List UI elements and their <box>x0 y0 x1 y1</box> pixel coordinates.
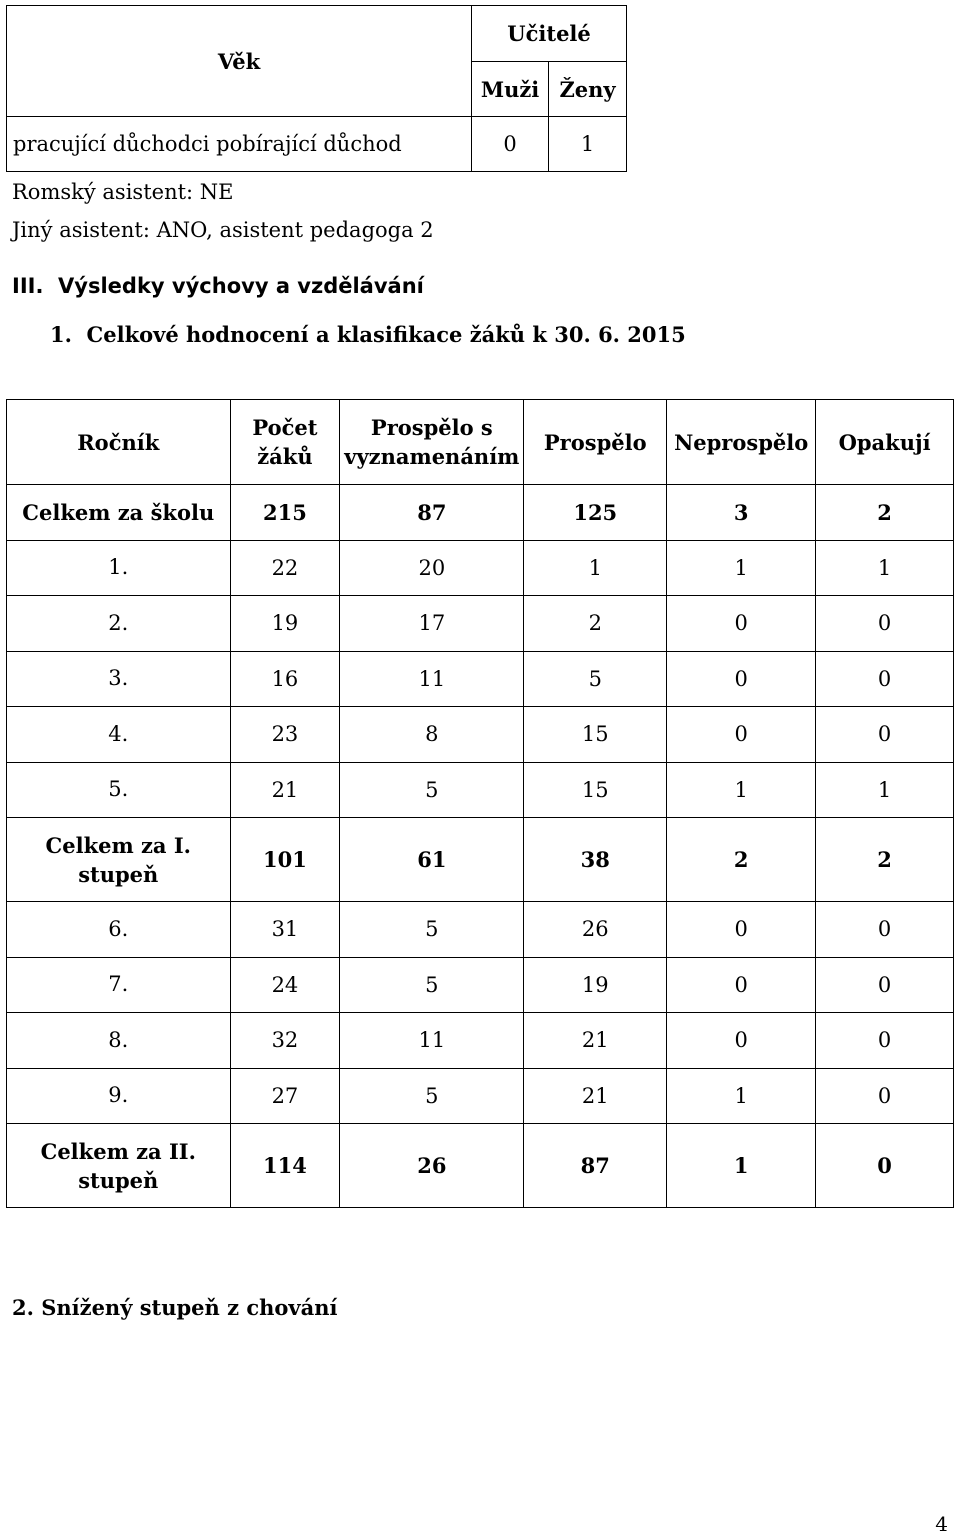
row-label-line1: 3. <box>108 666 129 691</box>
cell-count: 31 <box>230 902 340 958</box>
cell-count: 19 <box>230 596 340 652</box>
retired-label: pracující důchodci pobírající důchod <box>7 117 472 172</box>
count-header-line1: Počet <box>252 415 318 440</box>
row-label <box>7 1068 231 1124</box>
table-row <box>7 540 954 596</box>
table-row <box>7 707 954 763</box>
cell-count: 215 <box>230 485 340 541</box>
cell-failed: 0 <box>667 902 816 958</box>
row-label <box>7 818 231 902</box>
cell-honors: 5 <box>340 1068 524 1124</box>
cell-repeat: 0 <box>816 1068 954 1124</box>
cell-repeat: 0 <box>816 651 954 707</box>
row-label <box>7 485 231 541</box>
cell-failed: 0 <box>667 1013 816 1069</box>
cell-failed: 0 <box>667 651 816 707</box>
cell-honors: 61 <box>340 818 524 902</box>
page-number: 4 <box>935 1512 948 1536</box>
row-label-line1: 8. <box>108 1027 129 1052</box>
table-row <box>7 1068 954 1124</box>
cell-repeat: 2 <box>816 818 954 902</box>
cell-passed: 19 <box>524 957 667 1013</box>
row-label <box>7 651 231 707</box>
cell-honors: 11 <box>340 651 524 707</box>
cell-failed: 1 <box>667 540 816 596</box>
table-row <box>7 596 954 652</box>
count-header <box>230 400 340 485</box>
cell-honors: 11 <box>340 1013 524 1069</box>
results-table <box>6 399 954 1208</box>
row-label-line1: Celkem za II. <box>40 1138 196 1164</box>
table-row <box>7 1124 954 1208</box>
row-label-line1: 2. <box>108 610 129 635</box>
cell-failed: 0 <box>667 707 816 763</box>
row-label-line1: 4. <box>108 721 129 746</box>
cell-count: 21 <box>230 762 340 818</box>
row-label <box>7 902 231 958</box>
next-heading: 2. Snížený stupeň z chování <box>12 1295 338 1320</box>
cell-honors: 87 <box>340 485 524 541</box>
cell-count: 27 <box>230 1068 340 1124</box>
cell-honors: 5 <box>340 957 524 1013</box>
cell-honors: 17 <box>340 596 524 652</box>
row-label <box>7 1124 231 1208</box>
cell-passed: 21 <box>524 1013 667 1069</box>
women-header: Ženy <box>549 62 627 117</box>
row-label-line1: Celkem za školu <box>22 499 215 525</box>
cell-failed: 2 <box>667 818 816 902</box>
cell-honors: 20 <box>340 540 524 596</box>
table-row <box>7 1013 954 1069</box>
cell-passed: 15 <box>524 707 667 763</box>
row-label <box>7 540 231 596</box>
cell-passed: 38 <box>524 818 667 902</box>
cell-repeat: 2 <box>816 485 954 541</box>
cell-passed: 15 <box>524 762 667 818</box>
section-heading: III. Výsledky výchovy a vzdělávání <box>12 274 424 298</box>
cell-passed: 5 <box>524 651 667 707</box>
row-label <box>7 707 231 763</box>
honors-header-line2: vyznamenáním <box>344 444 520 469</box>
cell-repeat: 0 <box>816 1124 954 1208</box>
cell-failed: 1 <box>667 1068 816 1124</box>
cell-count: 32 <box>230 1013 340 1069</box>
table-row <box>7 902 954 958</box>
row-label-line1: 6. <box>108 916 129 941</box>
cell-failed: 0 <box>667 596 816 652</box>
row-label-line1: 5. <box>108 777 129 802</box>
subsection-heading: 1. Celkové hodnocení a klasifikace žáků k 30. 6. 2015 <box>50 322 686 347</box>
cell-honors: 8 <box>340 707 524 763</box>
table-row <box>7 485 954 541</box>
cell-passed: 26 <box>524 902 667 958</box>
row-label-line2: stupeň <box>78 1167 159 1193</box>
honors-header-line1: Prospělo s <box>370 415 493 440</box>
table-row <box>7 651 954 707</box>
row-label-line1: Celkem za I. <box>45 832 191 858</box>
row-label <box>7 1013 231 1069</box>
row-label <box>7 957 231 1013</box>
repeat-header: Opakují <box>816 400 954 485</box>
cell-count: 24 <box>230 957 340 1013</box>
table-row <box>7 957 954 1013</box>
cell-repeat: 1 <box>816 762 954 818</box>
cell-repeat: 0 <box>816 902 954 958</box>
cell-count: 22 <box>230 540 340 596</box>
passed-header: Prospělo <box>524 400 667 485</box>
honors-header <box>340 400 524 485</box>
other-assistant: Jiný asistent: ANO, asistent pedagoga 2 <box>12 218 434 242</box>
men-header: Muži <box>472 62 549 117</box>
cell-repeat: 0 <box>816 957 954 1013</box>
cell-failed: 3 <box>667 485 816 541</box>
row-label <box>7 762 231 818</box>
row-label-line2: stupeň <box>78 861 159 887</box>
cell-count: 114 <box>230 1124 340 1208</box>
cell-honors: 5 <box>340 762 524 818</box>
cell-honors: 5 <box>340 902 524 958</box>
romany-assistant: Romský asistent: NE <box>12 180 234 204</box>
table-row <box>7 818 954 902</box>
cell-count: 23 <box>230 707 340 763</box>
cell-failed: 0 <box>667 957 816 1013</box>
cell-passed: 125 <box>524 485 667 541</box>
cell-repeat: 0 <box>816 596 954 652</box>
cell-repeat: 0 <box>816 707 954 763</box>
age-header: Věk <box>7 6 472 117</box>
row-label <box>7 596 231 652</box>
cell-honors: 26 <box>340 1124 524 1208</box>
cell-count: 16 <box>230 651 340 707</box>
cell-count: 101 <box>230 818 340 902</box>
grade-header: Ročník <box>7 400 231 485</box>
row-label-line1: 1. <box>108 555 129 580</box>
failed-header: Neprospělo <box>667 400 816 485</box>
retired-men: 0 <box>472 117 549 172</box>
row-label-line1: 7. <box>108 972 129 997</box>
cell-failed: 1 <box>667 762 816 818</box>
cell-failed: 1 <box>667 1124 816 1208</box>
cell-passed: 1 <box>524 540 667 596</box>
cell-passed: 2 <box>524 596 667 652</box>
retired-women: 1 <box>549 117 627 172</box>
cell-repeat: 0 <box>816 1013 954 1069</box>
cell-passed: 21 <box>524 1068 667 1124</box>
teachers-table <box>6 5 627 172</box>
row-label-line1: 9. <box>108 1083 129 1108</box>
table-row <box>7 762 954 818</box>
cell-passed: 87 <box>524 1124 667 1208</box>
cell-repeat: 1 <box>816 540 954 596</box>
teachers-group-header: Učitelé <box>472 6 627 62</box>
count-header-line2: žáků <box>257 444 313 469</box>
